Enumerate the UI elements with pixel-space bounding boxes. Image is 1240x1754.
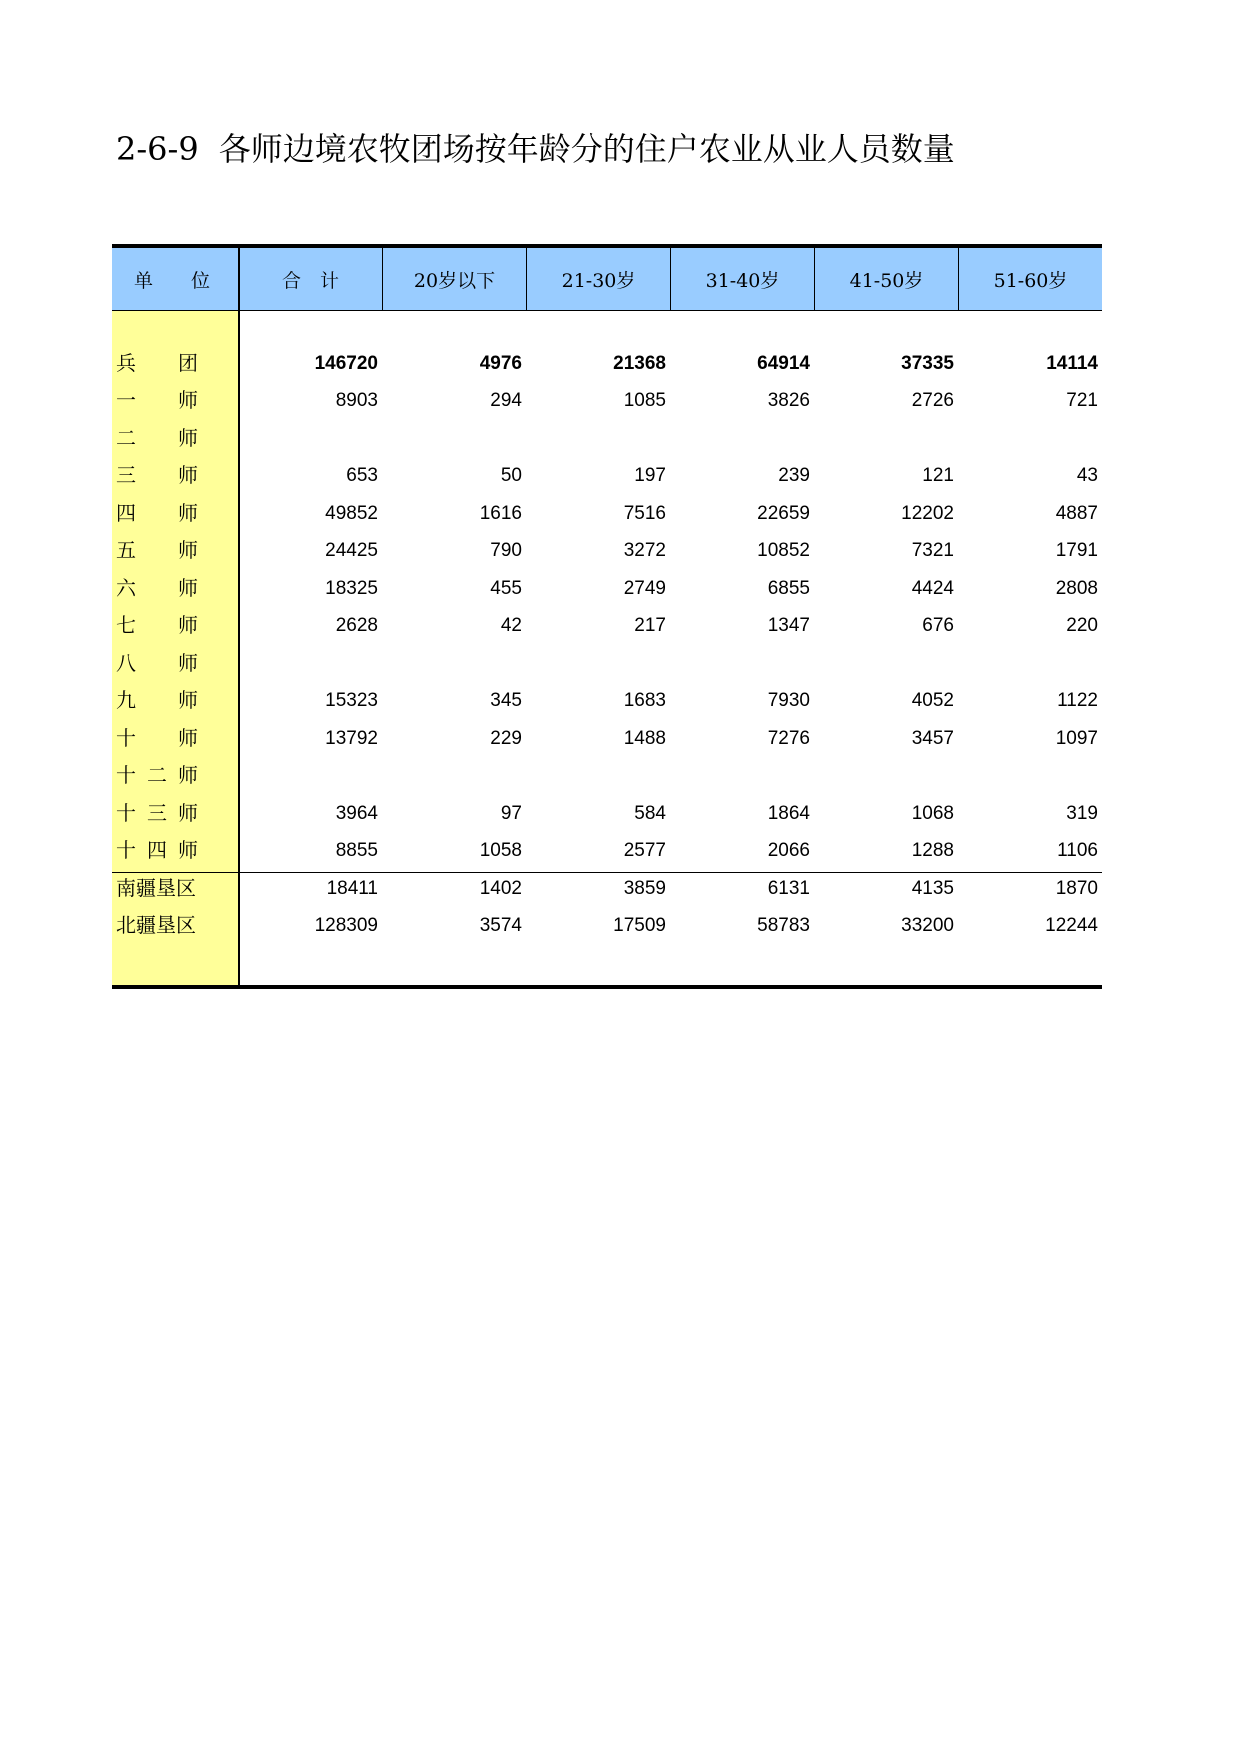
cell-under-20: 1058 [479,840,522,861]
row-label [116,457,236,494]
cell-age-21-30: 3859 [623,878,666,899]
row-label-part: 十 [116,763,136,787]
cell-age-21-30: 21368 [613,353,666,374]
cell-under-20: 4976 [479,353,522,374]
row-label-part: 师 [178,501,198,525]
cell-under-20 [402,645,522,682]
cell-age-41-50: 1288 [911,840,954,861]
cell-age-51-60: 1791 [1055,540,1098,561]
row-label-part: 北疆垦区 [116,913,196,937]
cell-age-31-40: 3826 [767,390,810,411]
cell-age-41-50 [834,420,954,457]
row-label [116,345,236,382]
row-label [116,795,236,832]
cell-age-21-30: 584 [634,803,666,824]
table-row [112,907,1102,944]
cell-age-21-30: 1085 [623,390,666,411]
cell-under-20: 3574 [479,915,522,936]
table-row [112,832,1102,869]
table-row [112,495,1102,532]
cell-age-21-30: 197 [634,465,666,486]
cell-age-51-60 [978,420,1098,457]
table-row [112,645,1102,682]
cell-age-41-50: 2726 [911,390,954,411]
cell-total: 13792 [325,728,378,749]
cell-age-41-50 [834,757,954,794]
page-title [116,124,955,170]
row-label [116,720,236,757]
bottom-rule [112,985,1102,989]
table-title-text: 各师边境农牧团场按年龄分的住户农业从业人员数量 [218,130,955,168]
table-row [112,795,1102,832]
cell-under-20 [402,757,522,794]
cell-age-31-40: 1864 [767,803,810,824]
cell-age-51-60: 1870 [1055,878,1098,899]
table-header [112,248,1102,311]
row-label-part: 五 [116,538,136,562]
row-label-part: 十 [116,801,136,825]
table-row [112,382,1102,419]
cell-age-51-60: 2808 [1055,578,1098,599]
row-label-part: 八 [116,651,136,675]
table-row [112,682,1102,719]
cell-age-21-30: 2749 [623,578,666,599]
cell-age-21-30: 2577 [623,840,666,861]
cell-total: 128309 [314,915,378,936]
cell-total: 8855 [335,840,378,861]
row-label-part: 师 [178,538,198,562]
header-total: 合 计 [238,248,382,310]
row-label-part: 三 [147,801,167,825]
cell-age-21-30: 217 [634,615,666,636]
cell-age-41-50: 1068 [911,803,954,824]
cell-total: 18325 [325,578,378,599]
cell-age-51-60: 1106 [1057,840,1098,861]
cell-age-51-60: 12244 [1045,915,1098,936]
cell-age-21-30 [546,420,666,457]
cell-total: 653 [346,465,378,486]
row-label-part: 三 [116,463,136,487]
cell-age-51-60: 43 [1076,465,1098,486]
cell-total [258,757,378,794]
cell-age-21-30 [546,645,666,682]
cell-total: 8903 [335,390,378,411]
row-label-part: 兵 [116,351,136,375]
header-under-20: 20岁以下 [382,248,526,310]
cell-age-51-60: 1097 [1055,728,1098,749]
cell-age-31-40: 6855 [767,578,810,599]
row-label [116,532,236,569]
cell-age-31-40: 64914 [757,353,810,374]
cell-age-41-50: 121 [922,465,954,486]
row-label [116,907,236,944]
row-label [116,420,236,457]
row-label-part: 四 [147,838,167,862]
row-label [116,682,236,719]
cell-age-51-60: 721 [1066,390,1098,411]
cell-age-41-50 [834,645,954,682]
cell-total: 49852 [325,503,378,524]
cell-age-41-50: 3457 [911,728,954,749]
cell-under-20: 42 [500,615,522,636]
table-row [112,870,1102,907]
cell-age-51-60: 14114 [1046,353,1098,374]
cell-age-21-30: 1683 [623,690,666,711]
table-row [112,420,1102,457]
table-row [112,720,1102,757]
cell-age-21-30: 17509 [613,915,666,936]
row-label-part: 一 [116,388,136,412]
header-51-60: 51-60岁 [958,248,1102,310]
row-label [116,645,236,682]
cell-age-41-50: 4052 [911,690,954,711]
header-41-50: 41-50岁 [814,248,958,310]
cell-age-51-60: 220 [1066,615,1098,636]
row-label-part: 四 [116,501,136,525]
cell-age-21-30: 3272 [623,540,666,561]
cell-total [258,420,378,457]
cell-age-31-40: 22659 [757,503,810,524]
row-label-part: 二 [147,763,167,787]
row-label-part: 六 [116,576,136,600]
cell-under-20: 345 [490,690,522,711]
cell-age-31-40: 6131 [767,878,810,899]
header-unit: 单 位 [134,269,211,292]
header-31-40: 31-40岁 [670,248,814,310]
cell-under-20: 790 [490,540,522,561]
table-row [112,607,1102,644]
row-label [116,757,236,794]
row-label [116,570,236,607]
cell-age-21-30: 1488 [623,728,666,749]
cell-age-41-50: 7321 [911,540,954,561]
cell-age-21-30 [546,757,666,794]
row-label [116,607,236,644]
cell-age-51-60: 319 [1066,803,1098,824]
row-label [116,382,236,419]
cell-age-31-40: 7276 [767,728,810,749]
cell-under-20: 97 [500,803,522,824]
cell-under-20: 455 [490,578,522,599]
row-label-part: 师 [178,426,198,450]
cell-total: 18411 [326,878,378,899]
cell-under-20: 294 [490,390,522,411]
row-label-part: 师 [178,576,198,600]
cell-under-20: 1616 [479,503,522,524]
row-label-part: 十 [116,726,136,750]
row-label [116,870,236,907]
cell-age-31-40 [690,645,810,682]
cell-age-41-50: 33200 [901,915,954,936]
row-label-part: 团 [178,351,198,375]
row-label-part: 师 [178,688,198,712]
row-label-part: 二 [116,426,136,450]
table-row [112,570,1102,607]
cell-age-51-60 [978,645,1098,682]
cell-total: 2628 [335,615,378,636]
row-label-part: 师 [178,651,198,675]
row-label [116,832,236,869]
cell-age-51-60 [978,757,1098,794]
cell-age-31-40: 58783 [757,915,810,936]
cell-age-31-40: 10852 [757,540,810,561]
table-row [112,345,1102,382]
cell-age-41-50: 12202 [901,503,954,524]
cell-age-31-40 [690,757,810,794]
cell-age-31-40: 2066 [767,840,810,861]
row-label-part: 师 [178,726,198,750]
cell-total: 24425 [325,540,378,561]
cell-age-41-50: 4424 [911,578,954,599]
cell-under-20 [402,420,522,457]
row-label-part: 师 [178,388,198,412]
table-row [112,757,1102,794]
cell-under-20: 50 [500,465,522,486]
row-label-part: 南疆垦区 [116,876,196,900]
cell-under-20: 1402 [479,878,522,899]
row-label-part: 十 [116,838,136,862]
cell-age-31-40: 1347 [767,615,810,636]
cell-under-20: 229 [490,728,522,749]
cell-age-21-30: 7516 [623,503,666,524]
cell-age-31-40: 7930 [767,690,810,711]
row-label-part: 师 [178,801,198,825]
cell-total: 15323 [325,690,378,711]
row-label-part: 师 [178,763,198,787]
cell-age-51-60: 4887 [1055,503,1098,524]
cell-age-51-60: 1122 [1057,690,1098,711]
table-row [112,457,1102,494]
row-label-part: 七 [116,613,136,637]
cell-age-41-50: 37335 [901,353,954,374]
table-row [112,532,1102,569]
cell-age-41-50: 676 [922,615,954,636]
cell-total: 146720 [314,353,378,374]
cell-age-41-50: 4135 [911,878,954,899]
header-21-30: 21-30岁 [526,248,670,310]
cell-age-31-40 [690,420,810,457]
row-label-part: 师 [178,463,198,487]
row-label [116,495,236,532]
data-table [112,244,1102,988]
cell-age-31-40: 239 [778,465,810,486]
row-label-part: 师 [178,613,198,637]
row-label-part: 师 [178,838,198,862]
cell-total [258,645,378,682]
cell-total: 3964 [335,803,378,824]
row-label-part: 九 [116,688,136,712]
table-number: 2-6-9 [116,130,199,168]
